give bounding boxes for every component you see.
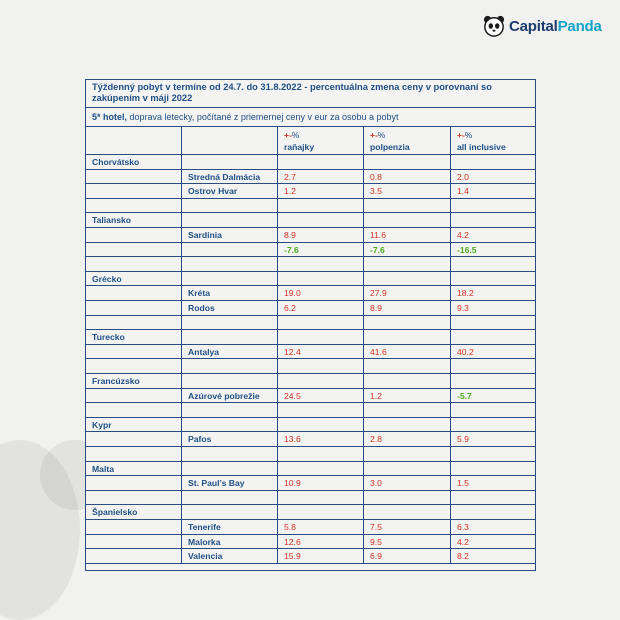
value-cell: -7.6 xyxy=(363,243,450,257)
value-cell: 7.5 xyxy=(363,520,450,534)
value-cell xyxy=(450,359,535,373)
destination-cell xyxy=(181,316,277,330)
value-cell xyxy=(450,213,535,227)
value-cell xyxy=(277,447,363,461)
value-cell xyxy=(363,257,450,271)
country-cell xyxy=(86,389,181,403)
table-row xyxy=(86,476,535,491)
destination-cell: Valencia xyxy=(181,549,277,563)
destination-cell xyxy=(181,272,277,286)
value-cell xyxy=(363,447,450,461)
country-cell xyxy=(86,301,181,315)
destination-cell: Stredná Dalmácia xyxy=(181,170,277,184)
country-cell xyxy=(86,432,181,446)
value-cell: 5.9 xyxy=(450,432,535,446)
country-cell: Grécko xyxy=(92,273,122,284)
header-pm-sign: +- xyxy=(457,130,465,140)
value-cell: 9.3 xyxy=(450,301,535,315)
value-cell xyxy=(363,418,450,432)
destination-cell: Sardínia xyxy=(181,228,277,242)
value-cell: 2.0 xyxy=(450,170,535,184)
value-cell xyxy=(277,505,363,519)
spacer-row xyxy=(86,359,535,374)
value-cell xyxy=(450,330,535,344)
spacer-row xyxy=(86,447,535,462)
value-cell: 41.6 xyxy=(363,345,450,359)
header-pm xyxy=(284,129,363,141)
header-pm-sign: +- xyxy=(284,130,292,140)
value-cell: 40.2 xyxy=(450,345,535,359)
destination-cell xyxy=(181,257,277,271)
header-pm xyxy=(370,129,450,141)
value-cell xyxy=(277,418,363,432)
table-row xyxy=(86,286,535,301)
country-cell xyxy=(86,184,181,198)
value-cell xyxy=(363,213,450,227)
value-cell xyxy=(363,462,450,476)
destination-cell: St. Paul’s Bay xyxy=(181,476,277,490)
destination-cell xyxy=(181,505,277,519)
value-cell xyxy=(277,462,363,476)
value-cell xyxy=(277,257,363,271)
table-row xyxy=(86,535,535,550)
value-cell xyxy=(450,505,535,519)
spacer-row xyxy=(86,491,535,506)
value-cell xyxy=(450,155,535,169)
value-cell: 12.4 xyxy=(277,345,363,359)
country-cell xyxy=(86,403,181,417)
value-cell xyxy=(450,418,535,432)
value-cell xyxy=(450,491,535,505)
value-cell: 4.2 xyxy=(450,228,535,242)
destination-cell xyxy=(181,330,277,344)
value-cell xyxy=(277,199,363,213)
value-cell: 1.2 xyxy=(277,184,363,198)
value-cell xyxy=(363,199,450,213)
value-cell: 6.3 xyxy=(450,520,535,534)
table-row xyxy=(86,345,535,360)
value-cell: 10.9 xyxy=(277,476,363,490)
value-cell: 3.5 xyxy=(363,184,450,198)
brand-name-b: Panda xyxy=(557,17,602,35)
brand-name xyxy=(509,18,602,35)
header-pm-pct: % xyxy=(377,130,386,140)
value-cell: 1.5 xyxy=(450,476,535,490)
destination-cell: Rodos xyxy=(181,301,277,315)
brand-name-a: Capital xyxy=(509,17,558,35)
value-cell xyxy=(363,272,450,286)
spacer-row xyxy=(86,316,535,331)
value-cell xyxy=(363,374,450,388)
country-row xyxy=(86,374,535,389)
value-cell xyxy=(277,374,363,388)
country-cell xyxy=(86,228,181,242)
header-label: raňajky xyxy=(284,142,315,152)
country-cell: Turecko xyxy=(92,332,125,343)
subtitle-bold: 5* hotel, xyxy=(92,112,128,122)
value-cell xyxy=(450,199,535,213)
value-cell: 13.6 xyxy=(277,432,363,446)
country-cell xyxy=(86,345,181,359)
spacer-row xyxy=(86,257,535,272)
destination-cell xyxy=(181,243,277,257)
header-cell-empty xyxy=(181,127,277,154)
table-subtitle xyxy=(86,108,535,127)
destination-cell: Malorka xyxy=(181,535,277,549)
value-cell: 8.2 xyxy=(450,549,535,563)
table-row xyxy=(86,228,535,243)
value-cell: 4.2 xyxy=(450,535,535,549)
value-cell xyxy=(277,359,363,373)
value-cell xyxy=(363,155,450,169)
value-cell xyxy=(363,316,450,330)
value-cell: -16.5 xyxy=(450,243,535,257)
table-row xyxy=(86,520,535,535)
table-title: Týždenný pobyt v termíne od 24.7. do 31.8.2022 - percentuálna zmena ceny v porovnaní so zakúpením v máji 2022 xyxy=(86,80,535,108)
value-cell xyxy=(450,403,535,417)
country-cell xyxy=(86,286,181,300)
country-cell: Španielsko xyxy=(92,507,138,518)
value-cell: 19.0 xyxy=(277,286,363,300)
destination-cell: Kréta xyxy=(181,286,277,300)
value-cell: 18.2 xyxy=(450,286,535,300)
value-cell: 1.4 xyxy=(450,184,535,198)
spacer-row xyxy=(86,199,535,214)
value-cell xyxy=(277,272,363,286)
value-cell: 6.9 xyxy=(363,549,450,563)
value-cell: 0.8 xyxy=(363,170,450,184)
country-cell xyxy=(86,535,181,549)
value-cell xyxy=(363,359,450,373)
country-cell: Chorvátsko xyxy=(92,157,140,167)
table-row xyxy=(86,432,535,447)
country-cell xyxy=(86,170,181,184)
country-row xyxy=(86,213,535,228)
destination-cell xyxy=(181,491,277,505)
value-cell: 6.2 xyxy=(277,301,363,315)
destination-cell: Antalya xyxy=(181,345,277,359)
destination-cell xyxy=(181,462,277,476)
destination-cell: Pafos xyxy=(181,432,277,446)
value-cell xyxy=(450,257,535,271)
table-row xyxy=(86,170,535,185)
country-cell xyxy=(86,549,181,563)
value-cell: -7.6 xyxy=(277,243,363,257)
country-cell xyxy=(86,199,181,213)
destination-cell xyxy=(181,359,277,373)
header-cell-1 xyxy=(277,127,363,154)
value-cell xyxy=(450,462,535,476)
country-cell xyxy=(86,447,181,461)
country-cell: Malta xyxy=(92,463,114,474)
value-cell xyxy=(277,491,363,505)
value-cell: 5.8 xyxy=(277,520,363,534)
table-row xyxy=(86,549,535,564)
destination-cell xyxy=(181,447,277,461)
destination-cell xyxy=(181,374,277,388)
value-cell xyxy=(277,155,363,169)
value-cell: 15.9 xyxy=(277,549,363,563)
country-cell xyxy=(86,257,181,271)
value-cell xyxy=(363,491,450,505)
header-pm-sign: +- xyxy=(370,130,378,140)
country-cell: Taliansko xyxy=(92,215,132,226)
value-cell: 8.9 xyxy=(277,228,363,242)
destination-cell: Ostrov Hvar xyxy=(181,184,277,198)
value-cell: -5.7 xyxy=(450,389,535,403)
country-cell xyxy=(86,476,181,490)
table-row xyxy=(86,184,535,199)
country-row xyxy=(86,330,535,345)
value-cell xyxy=(363,505,450,519)
header-label: polpenzia xyxy=(370,142,410,152)
brand-logo xyxy=(483,15,602,37)
table-row xyxy=(86,243,535,258)
destination-cell xyxy=(181,199,277,213)
header-cell-empty xyxy=(86,127,181,154)
header-pm-pct: % xyxy=(291,130,300,140)
value-cell: 27.9 xyxy=(363,286,450,300)
country-row xyxy=(86,418,535,433)
destination-cell xyxy=(181,155,277,169)
country-cell xyxy=(86,316,181,330)
country-row xyxy=(86,462,535,477)
value-cell xyxy=(363,330,450,344)
table-header-row xyxy=(86,127,535,155)
country-cell xyxy=(86,491,181,505)
table-row xyxy=(86,389,535,404)
country-row xyxy=(86,155,535,170)
destination-cell xyxy=(181,418,277,432)
header-cell-2 xyxy=(363,127,450,154)
value-cell: 24.5 xyxy=(277,389,363,403)
value-cell: 11.6 xyxy=(363,228,450,242)
value-cell: 8.9 xyxy=(363,301,450,315)
country-row xyxy=(86,272,535,287)
destination-cell: Tenerife xyxy=(181,520,277,534)
country-row xyxy=(86,505,535,520)
panda-icon xyxy=(483,15,505,37)
country-cell xyxy=(86,359,181,373)
value-cell: 9.5 xyxy=(363,535,450,549)
destination-cell xyxy=(181,213,277,227)
value-cell xyxy=(277,316,363,330)
value-cell xyxy=(277,213,363,227)
destination-cell xyxy=(181,403,277,417)
value-cell: 2.7 xyxy=(277,170,363,184)
price-change-table xyxy=(85,79,536,571)
value-cell xyxy=(363,403,450,417)
value-cell xyxy=(277,403,363,417)
spacer-row xyxy=(86,403,535,418)
value-cell xyxy=(450,374,535,388)
value-cell: 1.2 xyxy=(363,389,450,403)
header-cell-3 xyxy=(450,127,535,154)
country-cell xyxy=(86,520,181,534)
value-cell xyxy=(450,447,535,461)
value-cell: 3.0 xyxy=(363,476,450,490)
country-cell xyxy=(86,243,181,257)
value-cell: 12.6 xyxy=(277,535,363,549)
header-pm xyxy=(457,129,535,141)
table-row xyxy=(86,301,535,316)
value-cell xyxy=(277,330,363,344)
header-label: all inclusive xyxy=(457,142,506,152)
country-cell: Francúzsko xyxy=(92,376,140,386)
header-pm-pct: % xyxy=(464,130,473,140)
subtitle-rest: doprava letecky, počítané z priemernej ceny v eur za osobu a pobyt xyxy=(127,112,399,122)
value-cell: 2.8 xyxy=(363,432,450,446)
country-cell: Kypr xyxy=(92,419,112,430)
value-cell xyxy=(450,316,535,330)
value-cell xyxy=(450,272,535,286)
destination-cell: Azúrové pobrežie xyxy=(181,389,277,403)
